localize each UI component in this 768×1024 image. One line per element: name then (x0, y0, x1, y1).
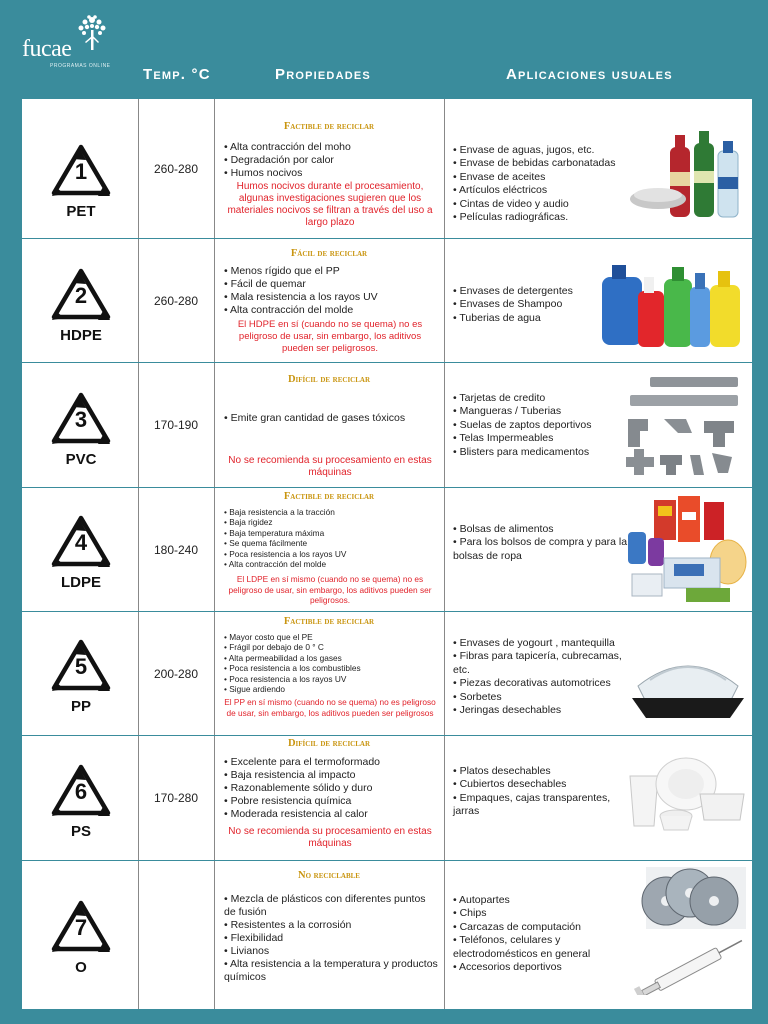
list-item: • Cubiertos desechables (453, 778, 628, 791)
temp-cell: 170-190 (138, 363, 215, 487)
resin-code: HDPE (60, 327, 102, 344)
warning-note: El HDPE en sí (cuando no se quema) no es peligroso de usar, sin embargo, los aditivos pueden ser peligrosos. (237, 319, 423, 354)
header-props: Propiedades (275, 66, 371, 83)
list-item: • Livianos (224, 945, 439, 958)
symbol-cell (22, 736, 139, 860)
symbol-cell (22, 612, 139, 735)
warning-note: No se recomienda su procesamiento en estas máquinas (228, 455, 432, 478)
apps-list (453, 894, 628, 974)
list-item: • Mayor costo que el PE (224, 632, 439, 642)
apps-cell (444, 488, 752, 611)
recycle-status: Fácil de reciclar (290, 248, 368, 259)
props-cell (214, 612, 445, 735)
props-list (224, 507, 439, 569)
warning-note: El PP en sí mismo (cuando no se quema) no es peligroso de usar, sin embargo, los aditivos pueden ser peligrosos (224, 697, 436, 718)
apps-list (453, 637, 628, 717)
list-item: • Autopartes (453, 894, 628, 907)
props-cell (214, 99, 445, 238)
list-item: • Platos desechables (453, 765, 628, 778)
list-item: • Artículos eléctricos (453, 184, 628, 197)
apps-cell (444, 363, 752, 487)
list-item: • Piezas decorativas automotrices (453, 677, 628, 690)
temp-cell (138, 861, 215, 1009)
list-item: • Jeringas desechables (453, 704, 628, 717)
resin-number: 4 (74, 530, 88, 555)
temp-cell: 260-280 (138, 99, 215, 238)
list-item: • Blisters para medicamentos (453, 446, 628, 459)
resin-code: PS (70, 823, 91, 840)
table-row (22, 736, 752, 861)
list-item: • Degradación por calor (224, 154, 439, 167)
list-item: • Para los bolsos de compra y para la bolsas de ropa (453, 536, 628, 563)
list-item: • Poca resistencia a los rayos UV (224, 674, 439, 684)
food-container-image (630, 646, 746, 722)
bottles-image (630, 127, 748, 222)
list-item: • Baja rigidez (224, 517, 439, 527)
list-item: • Menos rígido que el PP (224, 265, 439, 278)
props-cell (214, 488, 445, 611)
list-item: • Alta contracción del moho (224, 141, 439, 154)
list-item: • Mala resistencia a los rayos UV (224, 291, 439, 304)
list-item: • Carcazas de computación (453, 921, 628, 934)
table-row (22, 612, 752, 736)
header-apps: Aplicaciones usuales (506, 66, 673, 83)
resin-code: PVC (65, 451, 97, 468)
apps-cell (444, 99, 752, 238)
apps-list (453, 144, 628, 224)
props-cell (214, 861, 445, 1009)
list-item: • Bolsas de alimentos (453, 523, 628, 536)
list-item: • Pobre resistencia química (224, 795, 439, 808)
apps-list (453, 765, 628, 819)
list-item: • Flexibilidad (224, 932, 439, 945)
props-list (224, 141, 439, 180)
symbol-cell (22, 363, 139, 487)
symbol-cell (22, 488, 139, 611)
brand-tagline: PROGRAMAS ONLINE (50, 63, 111, 69)
table-row (22, 239, 752, 363)
list-item: • Alta contracción del molde (224, 304, 439, 317)
recycle-status: No reciclable (298, 870, 360, 881)
list-item: • Alta permeabilidad a los gases (224, 653, 439, 663)
list-item: • Moderada resistencia al calor (224, 808, 439, 821)
list-item: • Poca resistencia a los combustibles (224, 663, 439, 673)
recycle-symbol (46, 763, 116, 840)
resin-code: LDPE (60, 574, 101, 591)
list-item: • Sigue ardiendo (224, 684, 439, 694)
list-item: • Se quema fácilmente (224, 538, 439, 548)
list-item: • Envases de Shampoo (453, 298, 628, 311)
cds-syringe-image (626, 867, 748, 995)
recycle-status: Factible de reciclar (283, 491, 375, 502)
list-item: • Baja temperatura máxima (224, 528, 439, 538)
props-cell (214, 736, 445, 860)
list-item: • Frágil por debajo de 0 ° C (224, 642, 439, 652)
list-item: • Envase de aguas, jugos, etc. (453, 144, 628, 157)
plastic-bags-image (624, 492, 748, 604)
warning-note: El LDPE en sí mismo (cuando no se quema) no es peligroso de usar, sin embargo, los aditivos pueden ser peligrosos. (228, 574, 432, 605)
list-item: • Emite gran cantidad de gases tóxicos (224, 412, 439, 425)
list-item: • Envases de yogourt , mantequilla (453, 637, 628, 650)
list-item: • Razonablemente sólido y duro (224, 782, 439, 795)
temp-cell: 170-280 (138, 736, 215, 860)
symbol-cell (22, 861, 139, 1009)
table-row (22, 363, 752, 488)
props-list (224, 893, 439, 984)
list-item: • Alta contracción del molde (224, 559, 439, 569)
list-item: • Tuberias de agua (453, 312, 628, 325)
warning-note: Humos nocivos durante el procesamiento, algunas investigaciones sugieren que los materiales nocivos se filtran a través del uso a largo plazo (227, 181, 433, 228)
pvc-pipes-image (624, 373, 744, 477)
props-list (224, 412, 439, 425)
list-item: • Mezcla de plásticos con diferentes puntos de fusión (224, 893, 439, 919)
list-item: • Envase de bebidas carbonatadas (453, 157, 628, 170)
table-row (22, 861, 752, 1009)
list-item: • Envases de detergentes (453, 285, 628, 298)
table-row (22, 488, 752, 612)
list-item: • Películas radiográficas. (453, 211, 628, 224)
foam-plates-image (626, 754, 748, 834)
list-item: • Resistentes a la corrosión (224, 919, 439, 932)
resin-code: PP (70, 698, 91, 715)
list-item: • Accesorios deportivos (453, 961, 628, 974)
tree-icon (72, 12, 112, 52)
list-item: • Alta resistencia a la temperatura y productos químicos (224, 958, 439, 984)
apps-list (453, 392, 628, 459)
props-list (224, 632, 439, 694)
props-list (224, 265, 439, 317)
recycle-status: Factible de reciclar (283, 121, 375, 132)
temp-cell: 180-240 (138, 488, 215, 611)
resin-number: 7 (74, 915, 88, 940)
recycle-status: Difícil de reciclar (287, 374, 371, 385)
symbol-cell (22, 99, 139, 238)
recycle-symbol (46, 514, 116, 591)
resin-number: 3 (74, 407, 88, 432)
list-item: • Fácil de quemar (224, 278, 439, 291)
recycle-status: Factible de reciclar (283, 616, 375, 627)
temp-cell: 200-280 (138, 612, 215, 735)
symbol-cell (22, 239, 139, 362)
resin-number: 6 (74, 779, 88, 804)
props-list (224, 756, 439, 821)
recycle-symbol (46, 143, 116, 220)
list-item: • Tarjetas de credito (453, 392, 628, 405)
list-item: • Suelas de zaptos deportivos (453, 419, 628, 432)
header-temp: Temp. °C (143, 66, 211, 83)
apps-list (453, 523, 628, 563)
temp-cell: 260-280 (138, 239, 215, 362)
brand-name: fucae (22, 36, 72, 62)
detergent-bottles-image (594, 257, 746, 353)
list-item: • Chips (453, 907, 628, 920)
list-item: • Teléfonos, celulares y electrodomésticos en general (453, 934, 628, 961)
props-cell (214, 363, 445, 487)
list-item: • Poca resistencia a los rayos UV (224, 549, 439, 559)
list-item: • Mangueras / Tuberias (453, 405, 628, 418)
list-item: • Envase de aceites (453, 171, 628, 184)
plastics-table (22, 99, 752, 1009)
apps-cell (444, 612, 752, 735)
fucae-logo (22, 12, 122, 72)
resin-number: 1 (74, 159, 88, 184)
resin-number: 2 (74, 283, 88, 308)
list-item: • Cintas de video y audio (453, 198, 628, 211)
list-item: • Sorbetes (453, 691, 628, 704)
list-item: • Empaques, cajas transparentes, jarras (453, 792, 628, 819)
apps-cell (444, 736, 752, 860)
recycle-status: Difícil de reciclar (287, 738, 371, 749)
list-item: • Humos nocivos (224, 167, 439, 180)
table-row (22, 99, 752, 239)
list-item: • Telas Impermeables (453, 432, 628, 445)
recycle-symbol (46, 638, 116, 715)
list-item: • Baja resistencia a la tracción (224, 507, 439, 517)
resin-code: PET (66, 203, 96, 220)
list-item: • Fibras para tapicería, cubrecamas, etc. (453, 650, 628, 677)
resin-number: 5 (74, 654, 88, 679)
list-item: • Excelente para el termoformado (224, 756, 439, 769)
apps-cell (444, 239, 752, 362)
list-item: • Baja resistencia al impacto (224, 769, 439, 782)
props-cell (214, 239, 445, 362)
resin-code: O (75, 959, 87, 976)
recycle-symbol (46, 391, 116, 468)
recycle-symbol (46, 899, 116, 976)
warning-note: No se recomienda su procesamiento en estas máquinas (228, 826, 432, 849)
apps-cell (444, 861, 752, 1009)
recycle-symbol (46, 267, 116, 344)
